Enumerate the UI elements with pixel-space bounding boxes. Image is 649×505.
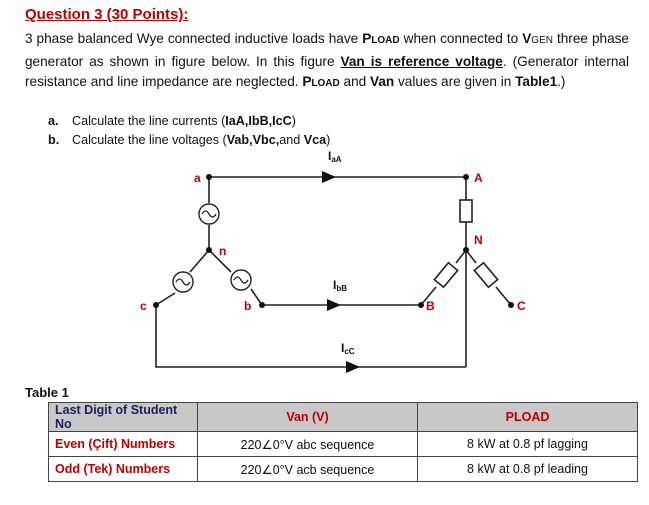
node-label-N: N	[474, 233, 483, 247]
node-label-C: C	[517, 299, 526, 313]
v-gen-symbol: VGEN	[522, 31, 553, 46]
load-impedance-C	[474, 263, 497, 288]
column-header: Last Digit of Student No	[49, 403, 198, 432]
table-row	[49, 432, 638, 457]
data-table	[48, 402, 638, 482]
current-label-icC: IcC	[341, 341, 355, 356]
table-caption: Table 1	[25, 385, 69, 400]
column-header: Van (V)	[198, 403, 418, 432]
node-label-n: n	[219, 244, 227, 258]
table-cell: 220∠0°V abc sequence	[198, 432, 418, 457]
table-cell: Odd (Tek) Numbers	[49, 457, 198, 482]
node-label-A: A	[474, 171, 483, 185]
column-header: PLOAD	[418, 403, 638, 432]
task-text: Calculate the line voltages (	[72, 132, 227, 147]
node-label-c: c	[140, 299, 147, 313]
table-cell: 8 kW at 0.8 pf leading	[418, 457, 638, 482]
table-header-row	[49, 403, 638, 432]
table-cell: 8 kW at 0.8 pf lagging	[418, 432, 638, 457]
node-label-a: a	[194, 171, 201, 185]
statement-text: . (Generator internal resistance and line impedance are neglected.	[25, 53, 629, 89]
p-load-symbol: PLOAD	[362, 31, 400, 46]
statement-text: values are given in	[394, 74, 516, 89]
node-n-dot	[206, 247, 212, 253]
node-label-b: b	[244, 299, 252, 313]
node-C-dot	[508, 302, 514, 308]
table-cell: 220∠0°V acb sequence	[198, 457, 418, 482]
task-text: )	[291, 114, 296, 128]
table-row	[49, 457, 638, 482]
van-symbol: Van	[370, 74, 395, 89]
current-label-iaA: IaA	[328, 149, 342, 164]
node-B-dot	[418, 302, 424, 308]
task-bold: Vab,Vbc,	[226, 132, 280, 147]
arrow-ibB-icon	[327, 299, 341, 311]
task-text: and	[279, 132, 304, 147]
task-marker: a.	[48, 114, 59, 128]
node-c-dot	[153, 302, 159, 308]
node-N-dot	[463, 247, 469, 253]
current-label-ibB: IbB	[333, 278, 348, 293]
wire-cC	[156, 305, 466, 367]
node-label-B: B	[426, 299, 435, 313]
question-title: Question 3 (30 Points):	[25, 6, 189, 23]
statement-text: when connected to	[399, 31, 523, 46]
statement-text: .)	[557, 74, 566, 89]
arrow-icC-icon	[346, 361, 360, 373]
task-bold: Vca	[303, 132, 327, 147]
table-cell: Even (Çift) Numbers	[49, 432, 198, 457]
task-text: Calculate the line currents (	[72, 114, 226, 128]
task-bold: IaA,IbB,IcC	[225, 114, 292, 128]
p-load-symbol: PLOAD	[302, 74, 340, 89]
node-b-dot	[259, 302, 265, 308]
arrow-iaA-icon	[322, 171, 336, 183]
statement-text: 3 phase balanced Wye connected inductive loads have	[25, 31, 363, 46]
statement-text: and	[339, 74, 370, 89]
load-impedance-B	[434, 263, 457, 288]
task-text: )	[326, 132, 331, 147]
van-reference-note: Van is reference voltage	[340, 53, 503, 69]
table-reference: Table1	[515, 74, 558, 89]
statement-text: three phase generator as shown in figure below. In this figure	[25, 31, 629, 69]
task-marker: b.	[48, 132, 60, 147]
node-a-dot	[206, 174, 212, 180]
node-A-dot	[463, 174, 469, 180]
load-impedance-A	[460, 200, 472, 222]
